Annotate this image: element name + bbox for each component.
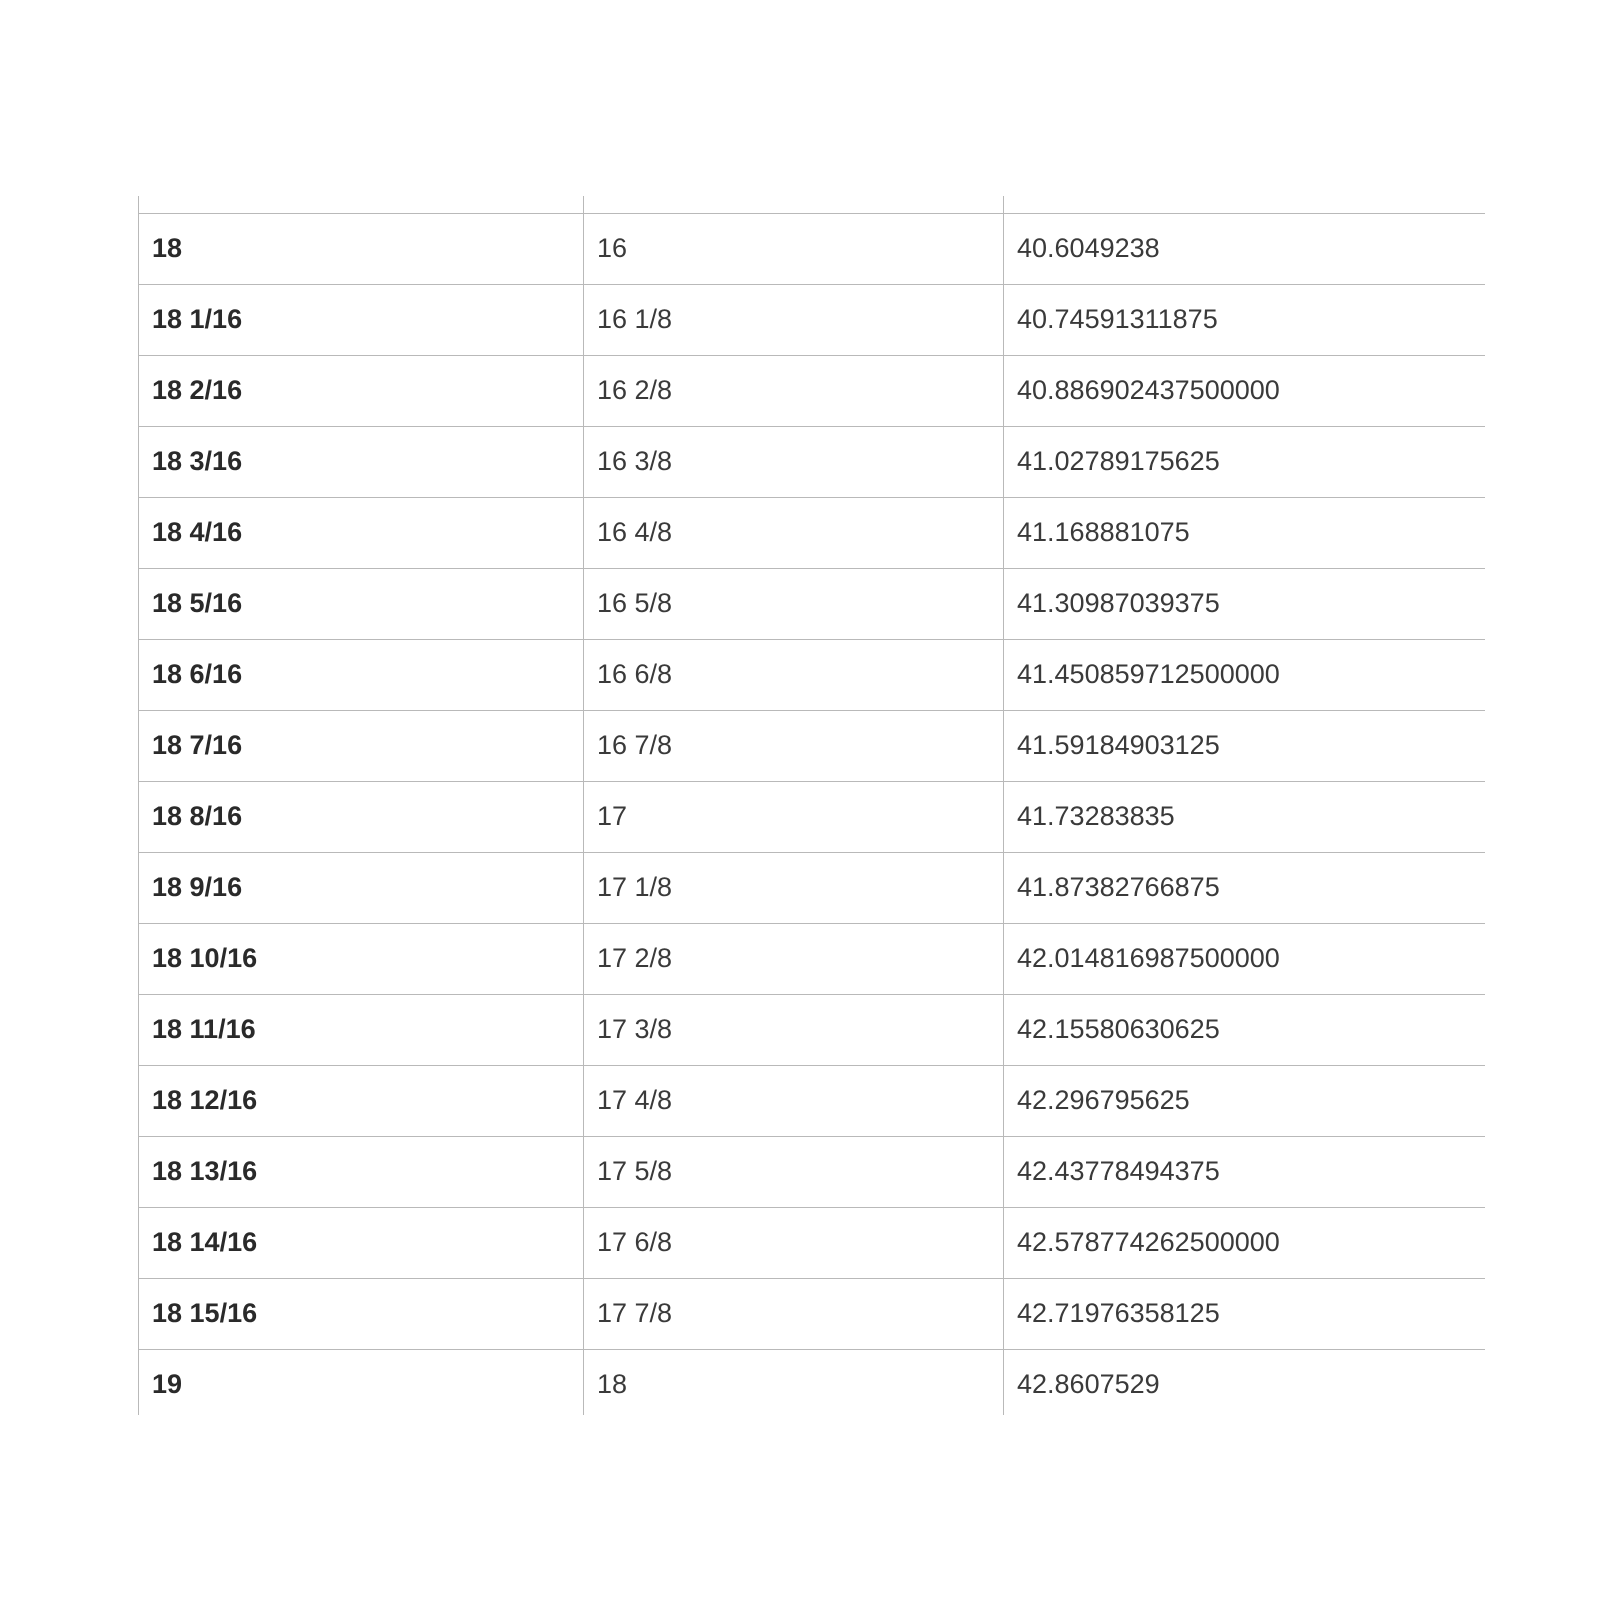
cell-size-a: 18 11/16 <box>139 994 584 1065</box>
cell-size-b: 17 1/8 <box>584 852 1004 923</box>
cell-size-b: 16 <box>584 213 1004 284</box>
table-row <box>139 923 1486 994</box>
table-row <box>139 284 1486 355</box>
cell-size-b: 18 <box>584 1349 1004 1415</box>
cell-size-a: 18 14/16 <box>139 1207 584 1278</box>
cell-size-a: 18 1/16 <box>139 284 584 355</box>
table-row <box>139 1136 1486 1207</box>
cell-size-b: 17 <box>584 781 1004 852</box>
cell-size-a: 18 4/16 <box>139 497 584 568</box>
cell-size-a: 18 8/16 <box>139 781 584 852</box>
cell-measurement: 41.59184903125 <box>1004 710 1486 781</box>
cell-size-b: 17 5/8 <box>584 1136 1004 1207</box>
table-body <box>139 196 1486 1415</box>
table-row <box>139 426 1486 497</box>
cell-size-a: 18 15/16 <box>139 1278 584 1349</box>
cell-size-b: 16 4/8 <box>584 497 1004 568</box>
cell-measurement <box>1004 196 1486 213</box>
cell-size-b: 16 6/8 <box>584 639 1004 710</box>
cell-size-b: 16 2/8 <box>584 355 1004 426</box>
cell-measurement: 42.014816987500000 <box>1004 923 1486 994</box>
cell-size-b <box>584 196 1004 213</box>
cell-size-a: 18 10/16 <box>139 923 584 994</box>
cell-size-a: 18 5/16 <box>139 568 584 639</box>
cell-measurement: 42.43778494375 <box>1004 1136 1486 1207</box>
cell-size-b: 16 1/8 <box>584 284 1004 355</box>
cell-size-a: 18 3/16 <box>139 426 584 497</box>
table-row <box>139 710 1486 781</box>
cell-measurement: 42.8607529 <box>1004 1349 1486 1415</box>
cell-size-b: 17 6/8 <box>584 1207 1004 1278</box>
table-row <box>139 213 1486 284</box>
table-row <box>139 994 1486 1065</box>
cell-measurement: 41.30987039375 <box>1004 568 1486 639</box>
table-row <box>139 497 1486 568</box>
table-viewport <box>138 196 1485 1415</box>
cell-size-b: 17 2/8 <box>584 923 1004 994</box>
cell-size-b: 17 3/8 <box>584 994 1004 1065</box>
table-row <box>139 1278 1486 1349</box>
cell-size-b: 17 7/8 <box>584 1278 1004 1349</box>
cell-measurement: 40.6049238 <box>1004 213 1486 284</box>
cell-size-a: 18 6/16 <box>139 639 584 710</box>
cell-size-a: 18 13/16 <box>139 1136 584 1207</box>
cell-measurement: 42.15580630625 <box>1004 994 1486 1065</box>
cell-size-b: 16 7/8 <box>584 710 1004 781</box>
table-row <box>139 852 1486 923</box>
cell-size-b: 16 3/8 <box>584 426 1004 497</box>
cell-size-a: 18 12/16 <box>139 1065 584 1136</box>
cell-size-a: 18 7/16 <box>139 710 584 781</box>
table-row <box>139 1065 1486 1136</box>
cell-measurement: 41.168881075 <box>1004 497 1486 568</box>
cell-measurement: 42.71976358125 <box>1004 1278 1486 1349</box>
table-row <box>139 781 1486 852</box>
cell-measurement: 41.450859712500000 <box>1004 639 1486 710</box>
cell-measurement: 42.296795625 <box>1004 1065 1486 1136</box>
table-row <box>139 196 1486 213</box>
cell-size-b: 17 4/8 <box>584 1065 1004 1136</box>
cell-size-a: 18 <box>139 213 584 284</box>
cell-measurement: 41.87382766875 <box>1004 852 1486 923</box>
size-conversion-table <box>138 196 1485 1415</box>
table-row <box>139 1349 1486 1415</box>
table-row <box>139 568 1486 639</box>
table-row <box>139 1207 1486 1278</box>
cell-measurement: 40.74591311875 <box>1004 284 1486 355</box>
cell-size-a: 18 9/16 <box>139 852 584 923</box>
cell-size-a <box>139 196 584 213</box>
table-row <box>139 355 1486 426</box>
cell-measurement: 41.73283835 <box>1004 781 1486 852</box>
cell-size-a: 18 2/16 <box>139 355 584 426</box>
cell-measurement: 40.886902437500000 <box>1004 355 1486 426</box>
cell-measurement: 42.578774262500000 <box>1004 1207 1486 1278</box>
table-row <box>139 639 1486 710</box>
cell-size-a: 19 <box>139 1349 584 1415</box>
cell-size-b: 16 5/8 <box>584 568 1004 639</box>
cell-measurement: 41.02789175625 <box>1004 426 1486 497</box>
